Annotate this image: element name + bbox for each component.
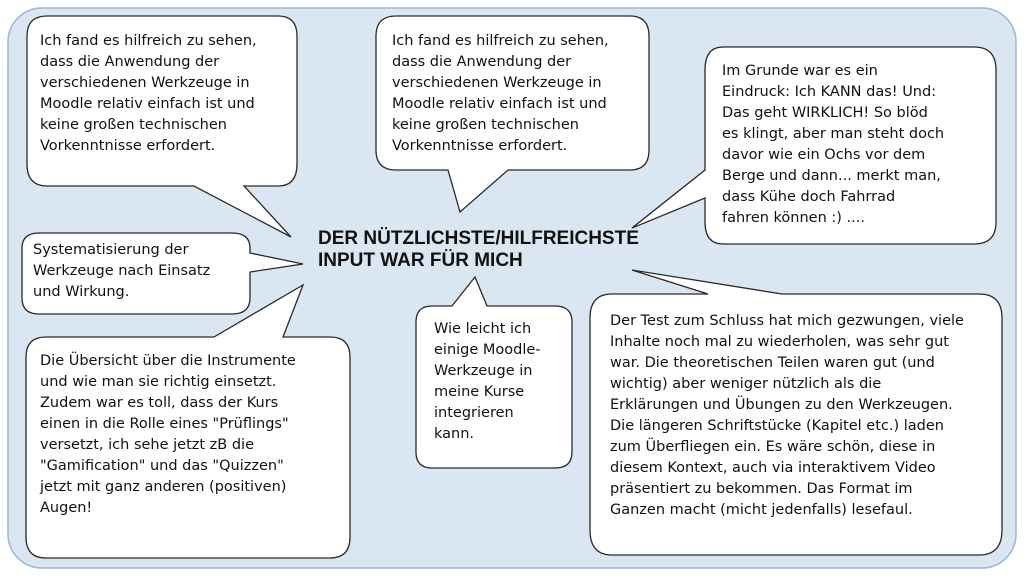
diagram-title: DER NÜTZLICHSTE/HILFREICHSTE INPUT WAR FÜR MICH [318, 228, 639, 271]
quote-text-1: Ich fand es hilfreich zu sehen, dass die Anwendung der verschiedenen Werkzeuge in Moodle relativ einfach ist und keine großen technischen Vorkenntnisse erfordert. [40, 33, 257, 154]
quote-text-5: Die Übersicht über die Instrumente und wie man sie richtig einsetzt. Zudem war es toll, dass der Kurs einen in die Rolle eines "Prüflings" versetzt, ich sehe jetzt zB die "Gamification" und das "Quizzen" jetzt mit ganz anderen (positiven) Augen! [40, 353, 296, 516]
quote-text-2: Ich fand es hilfreich zu sehen, dass die Anwendung der verschiedenen Werkzeuge in Moodle relativ einfach ist und keine großen technischen Vorkenntnisse erfordert. [392, 33, 609, 154]
quote-text-4: Systematisierung der Werkzeuge nach Einsatz und Wirkung. [33, 242, 211, 300]
quote-text-7: Der Test zum Schluss hat mich gezwungen, viele Inhalte noch mal zu wiederholen, was sehr gut war. Die theoretischen Teilen waren gut (und wichtig) aber weniger nützlich als die Erklärungen und Übungen zu den Werkzeugen. Die längeren Schriftstücke (Kapitel etc.) laden zum Überfliegen ein. Es wäre schön, diese in diesem Kontext, auch via interaktivem Video präsentiert zu bekommen. Das Format im Ganzen macht (micht jedenfalls) lesefaul. [610, 313, 964, 518]
quote-text-3: Im Grunde war es ein Eindruck: Ich KANN das! Und: Das geht WIRKLICH! So blöd es klingt, aber man steht doch davor wie ein Ochs vor dem Berge und dann... merkt man, dass Kühe doch Fahrrad fahren können :) .... [722, 63, 945, 226]
quote-text-6: Wie leicht ich einige Moodle- Werkzeuge in meine Kurse integrieren kann. [434, 321, 541, 442]
